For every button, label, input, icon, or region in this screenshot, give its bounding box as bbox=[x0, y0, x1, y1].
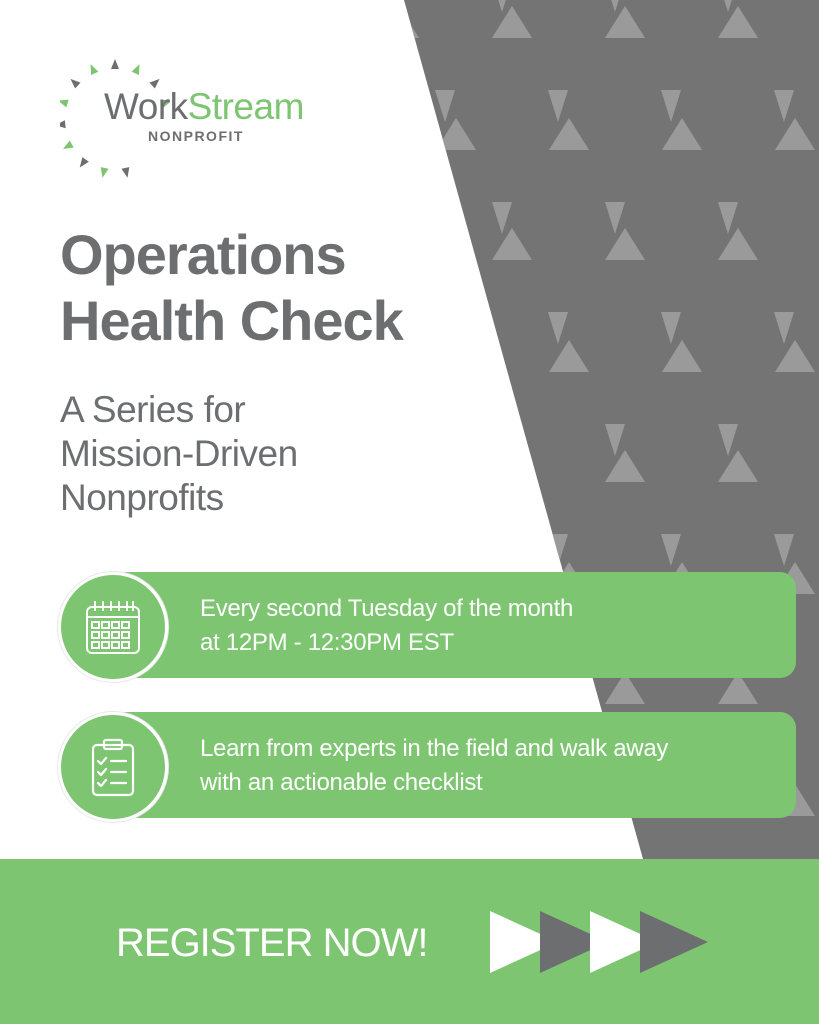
schedule-info-card bbox=[110, 572, 796, 678]
calendar-badge bbox=[58, 572, 168, 682]
subtitle-line-1: A Series for bbox=[60, 389, 246, 430]
logo-work-text: Work bbox=[104, 86, 188, 127]
register-banner[interactable] bbox=[0, 859, 819, 1024]
register-now-button[interactable]: REGISTER NOW! bbox=[116, 921, 428, 965]
title-line-2: Health Check bbox=[60, 289, 403, 352]
logo-wordmark bbox=[104, 86, 304, 128]
checklist-text bbox=[200, 732, 668, 800]
logo-stream-text: Stream bbox=[187, 86, 304, 127]
subtitle-line-3: Nonprofits bbox=[60, 477, 224, 518]
checklist-info-card bbox=[110, 712, 796, 818]
checklist-line-1: Learn from experts in the field and walk away bbox=[200, 735, 669, 762]
schedule-line-2: at 12PM - 12:30PM EST bbox=[200, 629, 454, 656]
checklist-line-2: with an actionable checklist bbox=[200, 769, 483, 796]
page-subtitle bbox=[60, 388, 298, 520]
subtitle-line-2: Mission-Driven bbox=[60, 433, 298, 474]
triple-arrow-icon[interactable] bbox=[490, 911, 710, 973]
clipboard-checklist-icon bbox=[83, 737, 143, 797]
logo-tagline: NONPROFIT bbox=[148, 128, 244, 144]
clipboard-badge bbox=[58, 712, 168, 822]
title-line-1: Operations bbox=[60, 223, 346, 286]
schedule-text bbox=[200, 592, 573, 660]
calendar-icon bbox=[83, 597, 143, 657]
page-title bbox=[60, 222, 403, 354]
schedule-line-1: Every second Tuesday of the month bbox=[200, 595, 573, 622]
